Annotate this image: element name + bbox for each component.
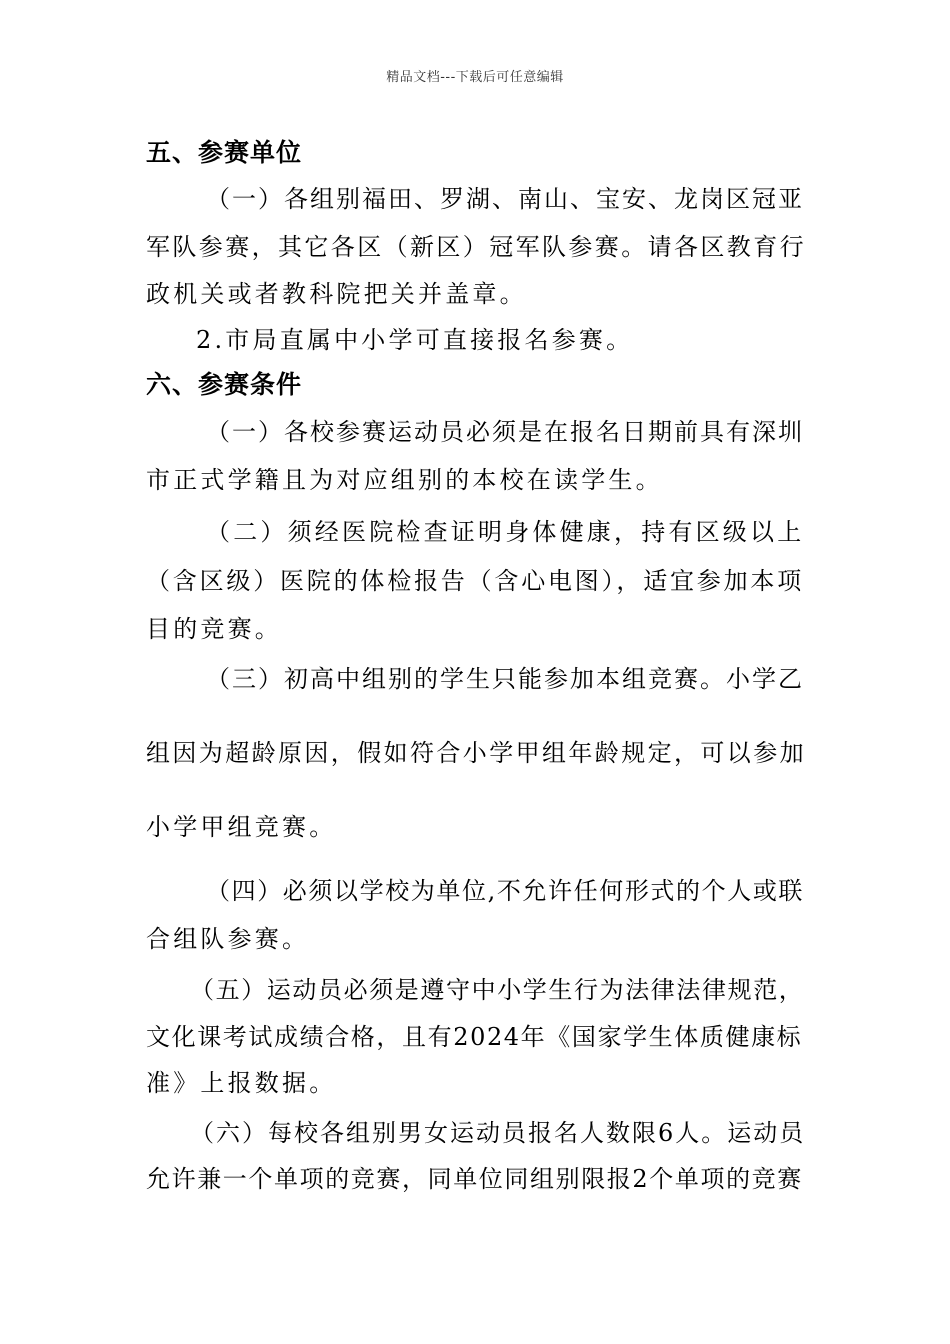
paragraph-line: （含区级）医院的体检报告（含心电图），适宜参加本项 [146,567,804,595]
paragraph-line: （六）每校各组别男女运动员报名人数限6人。运动员 [190,1119,806,1147]
paragraph-line: 准》上报数据。 [146,1069,337,1097]
paragraph-line: 小学甲组竞赛。 [146,813,337,841]
paragraph-line: 市正式学籍且为对应组别的本校在读学生。 [146,466,663,494]
paragraph-line: 合组队参赛。 [146,925,310,953]
paragraph-line: 组因为超龄原因，假如符合小学甲组年龄规定，可以参加 [146,739,806,767]
paragraph-line: （一）各校参赛运动员必须是在报名日期前具有深圳 [206,418,804,446]
paragraph-line: 允许兼一个单项的竞赛，同单位同组别限报2个单项的竞赛 [146,1165,803,1193]
paragraph-line: 2.市局直属中小学可直接报名参赛。 [196,326,634,354]
paragraph-line: 军队参赛，其它各区（新区）冠军队参赛。请各区教育行 [146,233,806,261]
paragraph-line: （一）各组别福田、罗湖、南山、宝安、龙岗区冠亚 [206,185,804,213]
paragraph-line: （五）运动员必须是遵守中小学生行为法律法律规范， [190,976,805,1004]
paragraph-line: 目的竞赛。 [146,615,282,643]
paragraph-line: （四）必须以学校为单位,不允许任何形式的个人或联 [206,877,805,905]
section-heading-5: 五、参赛单位 [146,138,303,167]
paragraph-line: （三）初高中组别的学生只能参加本组竞赛。小学乙 [206,665,804,693]
section-heading-6: 六、参赛条件 [146,370,303,399]
paragraph-line: 政机关或者教科院把关并盖章。 [146,280,527,308]
paragraph-line: （二）须经医院检查证明身体健康，持有区级以上 [206,518,805,546]
paragraph-line: 文化课考试成绩合格，且有2024年《国家学生体质健康标 [146,1023,803,1051]
page-header: 精品文档---下载后可任意编辑 [386,70,564,85]
